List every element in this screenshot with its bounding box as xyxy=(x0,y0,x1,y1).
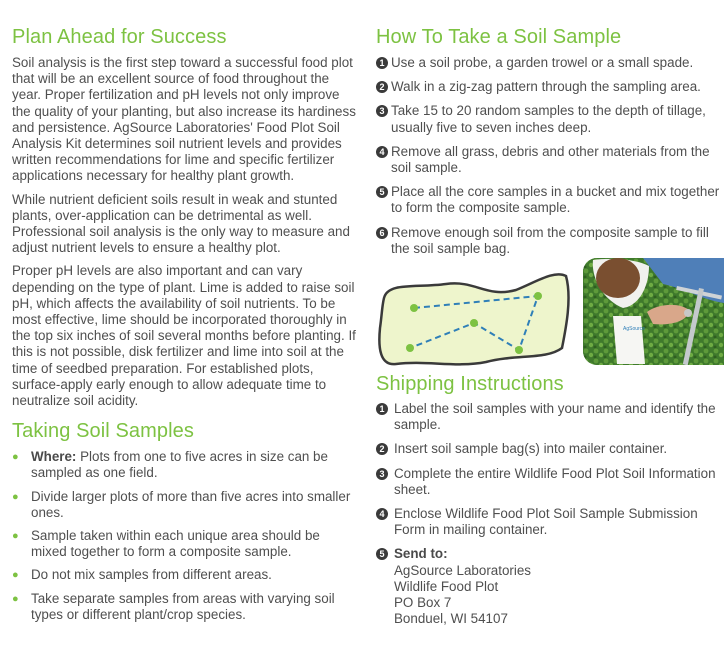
step-item xyxy=(376,184,721,216)
plan-ahead-paragraph-2: While nutrient deficient soils result in weak and stunted plants, over-application can be detrimental as well. Professional soil analysis is the only way to measure and adjust nutrient levels to ensure a healthy plot. xyxy=(12,191,350,256)
step-text: Place all the core samples in a bucket and mix together to form the composite sample. xyxy=(391,184,720,216)
step-item xyxy=(376,506,721,538)
how-to-heading: How To Take a Soil Sample xyxy=(376,26,622,48)
right-column xyxy=(376,0,721,257)
step-text: Remove enough soil from the composite sample to fill the soil sample bag. xyxy=(391,224,709,256)
mailing-address xyxy=(394,563,721,628)
zigzag-field-diagram xyxy=(376,268,572,370)
list-item-text: Sample taken within each unique area should be mixed together to form a composite sample. xyxy=(31,528,320,560)
list-item-text: Plots from one to five acres in size can be sampled as one field. xyxy=(31,449,328,481)
step-number-icon: 5 xyxy=(376,548,388,560)
step-number-icon: 4 xyxy=(376,508,388,520)
left-column xyxy=(12,0,357,623)
step-number-icon: 6 xyxy=(376,227,388,239)
address-line: PO Box 7 xyxy=(394,595,452,611)
step-text: Insert soil sample bag(s) into mailer container. xyxy=(394,441,668,457)
step-item xyxy=(376,103,721,135)
list-item xyxy=(12,528,357,560)
step-item xyxy=(376,55,721,71)
step-item xyxy=(376,79,721,95)
taking-samples-heading: Taking Soil Samples xyxy=(12,420,194,443)
step-text: Enclose Wildlife Food Plot Soil Sample Submission Form in mailing container. xyxy=(394,506,698,538)
step-text: Remove all grass, debris and other materials from the soil sample. xyxy=(391,143,710,176)
step-item xyxy=(376,144,721,176)
address-line: Bonduel, WI 54107 xyxy=(394,611,508,627)
bullet-icon: ● xyxy=(12,451,19,464)
list-item xyxy=(12,449,357,481)
step-item xyxy=(376,225,721,257)
list-item xyxy=(12,489,357,521)
shipping-heading: Shipping Instructions xyxy=(376,373,564,395)
svg-text:AgSource: AgSource xyxy=(623,326,645,332)
plan-ahead-heading: Plan Ahead for Success xyxy=(12,26,227,48)
list-item-bold: Where: xyxy=(31,449,77,465)
list-item-text: Do not mix samples from different areas. xyxy=(31,567,272,583)
step-number-icon: 3 xyxy=(376,105,388,117)
step-number-icon: 5 xyxy=(376,186,388,198)
step-text: Walk in a zig-zag pattern through the sampling area. xyxy=(391,79,701,95)
step-number-icon: 3 xyxy=(376,468,388,480)
bullet-icon: ● xyxy=(12,569,19,582)
send-to-label: Send to: xyxy=(394,546,448,562)
list-item xyxy=(12,567,357,583)
bullet-icon: ● xyxy=(12,530,19,543)
how-to-section xyxy=(376,25,721,257)
list-item xyxy=(12,591,357,623)
plan-ahead-section xyxy=(12,25,357,409)
shipping-section xyxy=(376,372,721,627)
plan-ahead-paragraph-1: Soil analysis is the first step toward a successful food plot that will be an excellent source of food throughout the year. Proper fertilization and pH levels not only improve the quality of your planting, but also increase its hardiness and persistence. AgSource Laboratories' Food Plot Soil Analysis Kit determines soil nutrient levels and provides written recommendations for lime and specific fertilizer applications necessary for healthy plant growth. xyxy=(12,55,356,184)
taking-samples-section xyxy=(12,419,357,623)
step-item xyxy=(376,441,721,457)
shipping-steps xyxy=(376,401,721,627)
step-number-icon: 2 xyxy=(376,81,388,93)
step-text: Complete the entire Wildlife Food Plot Soil Information sheet. xyxy=(394,465,716,497)
taking-samples-list xyxy=(12,449,357,623)
step-number-icon: 1 xyxy=(376,57,388,69)
step-item xyxy=(376,466,721,498)
bullet-icon: ● xyxy=(12,592,19,605)
send-to-item xyxy=(376,546,721,627)
how-to-steps xyxy=(376,55,721,257)
list-item-text: Take separate samples from areas with varying soil types or different plant/crop species. xyxy=(31,590,335,622)
step-text: Take 15 to 20 random samples to the depth of tillage, usually five to seven inches deep. xyxy=(391,103,706,135)
step-text: Use a soil probe, a garden trowel or a small spade. xyxy=(391,55,694,70)
step-item xyxy=(376,401,721,433)
bullet-icon: ● xyxy=(12,490,19,503)
step-text: Label the soil samples with your name and identify the sample. xyxy=(394,401,716,433)
step-number-icon: 1 xyxy=(376,403,388,415)
plan-ahead-paragraph-3: Proper pH levels are also important and can vary depending on the type of plant. Lime is added to raise soil pH, which affects the availability of soil nutrients. To be most effective, lime should be incorporated thoroughly in the top six inches of soil several months before planting. If this is not possible, disk fertilizer and lime into soil at the time of seedbed preparation. For established plots, surface-apply early enough to allow adequate time to neutralize soil acidity. xyxy=(12,263,356,409)
address-line: AgSource Laboratories xyxy=(394,562,531,578)
address-line: Wildlife Food Plot xyxy=(394,578,499,594)
step-number-icon: 2 xyxy=(376,443,388,455)
list-item-text: Divide larger plots of more than five acres into smaller ones. xyxy=(31,488,351,520)
soil-sampling-photo xyxy=(583,258,724,365)
step-number-icon: 4 xyxy=(376,146,388,158)
